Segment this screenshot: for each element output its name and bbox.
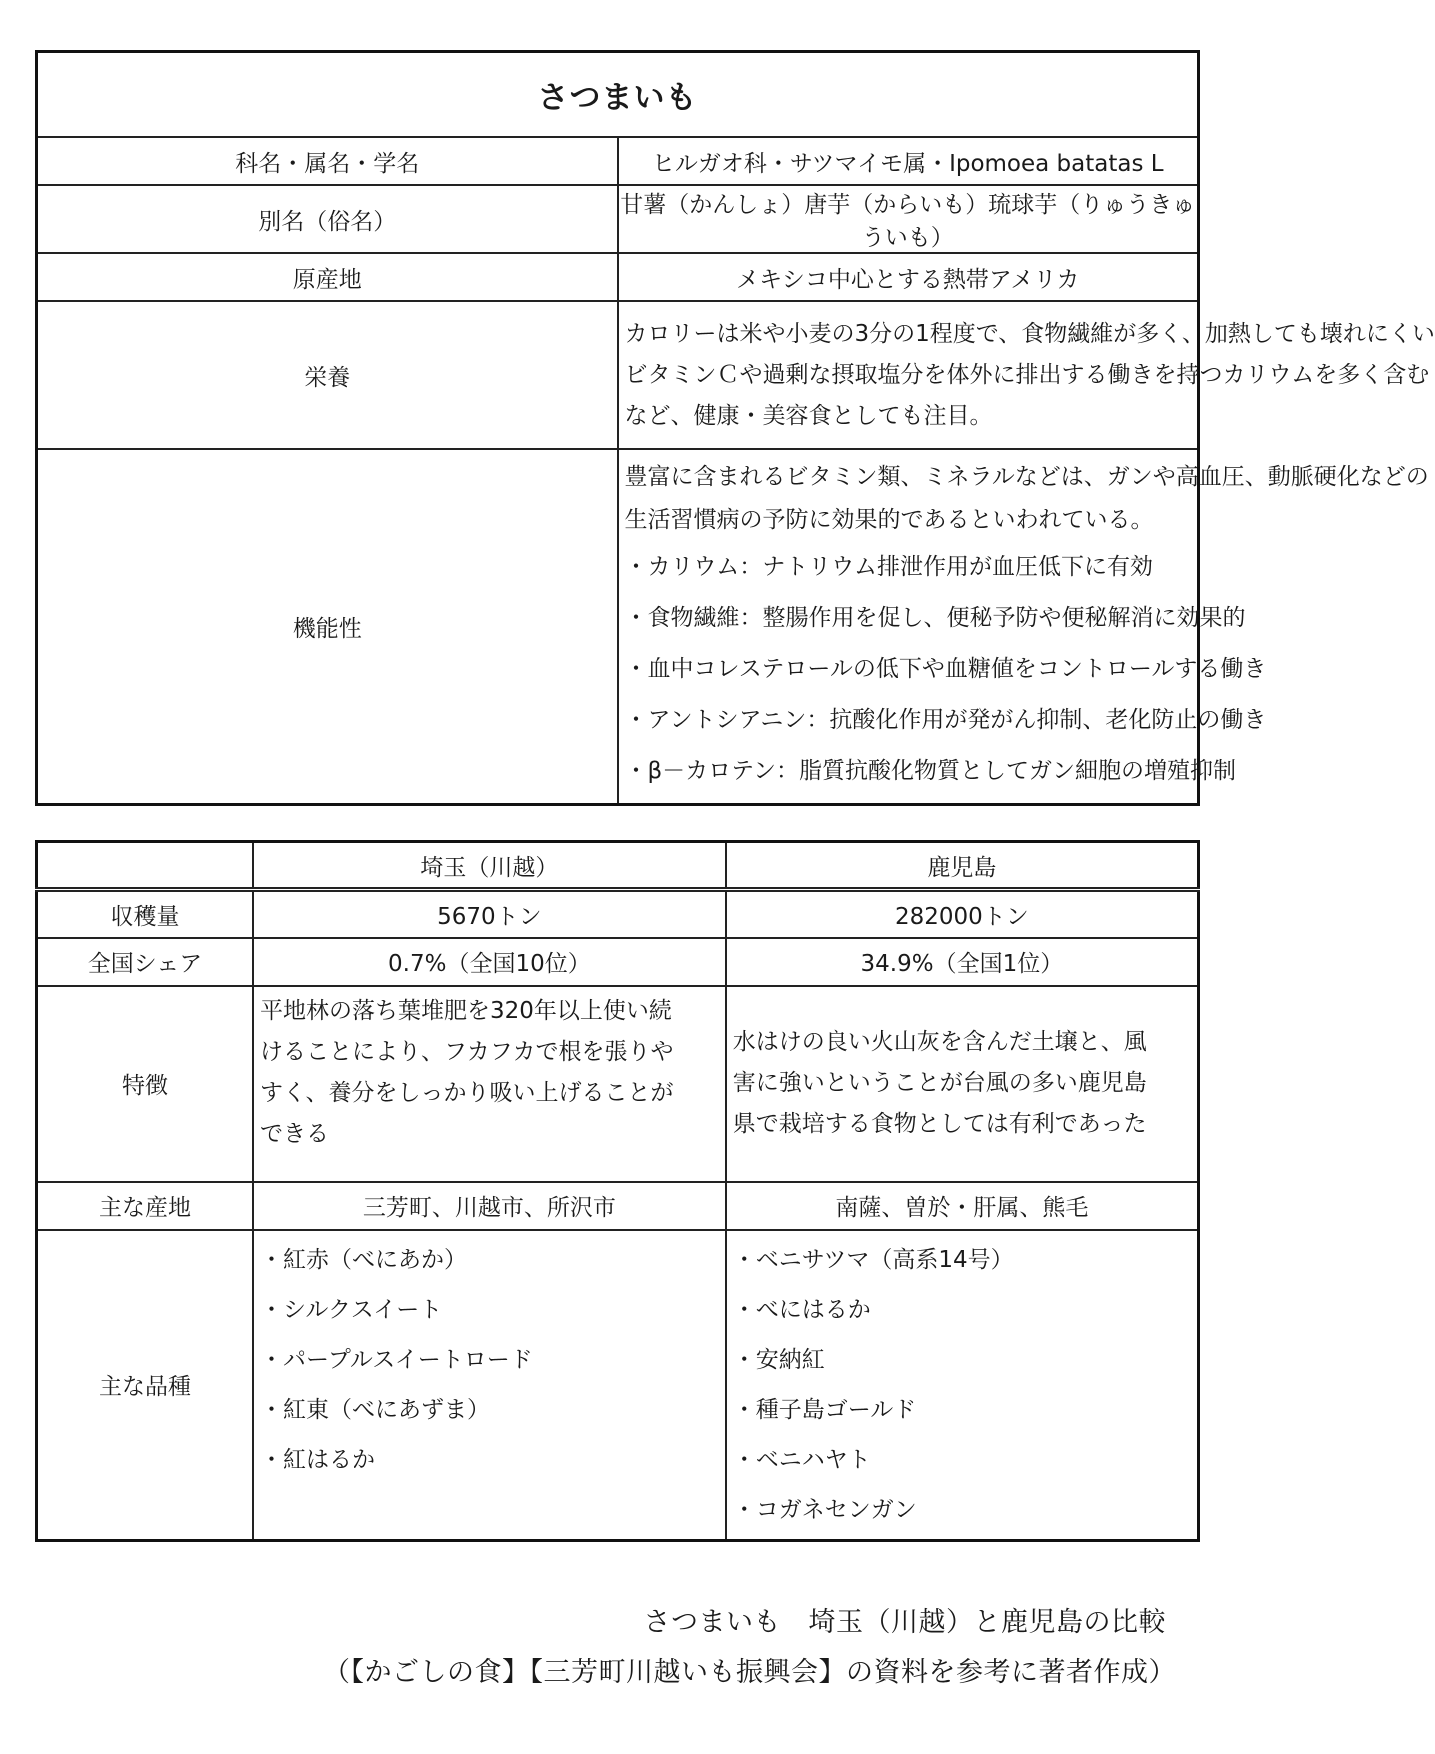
row-label-origin: 原産地 [37, 253, 618, 301]
table-row [37, 137, 1199, 185]
taxonomy-value: ヒルガオ科・サツマイモ属・Ipomoea batatas L [618, 137, 1199, 185]
variety-item: ・コガネセンガン [732, 1496, 917, 1523]
caption-source: （【かごしの食】【三芳町川越いも振興会】の資料を参考に著者作成） [323, 1657, 1176, 1688]
region-comparison-table [35, 840, 1200, 1542]
variety-item: ・安納紅 [732, 1346, 825, 1373]
table-row [37, 185, 1199, 253]
regions-kagoshima: 南薩、曽於・肝属、熊毛 [726, 1182, 1199, 1230]
variety-item: ・ベニハヤト [732, 1446, 871, 1473]
function-bullet: ・β－カロテン：脂質抗酸化物質としてガン細胞の増殖抑制 [624, 758, 1237, 784]
variety-item: ・紅赤（べにあか） [260, 1246, 467, 1273]
share-kagoshima: 34.9%（全国1位） [726, 938, 1199, 986]
table-row [37, 253, 1199, 301]
varieties-saitama [253, 1230, 726, 1541]
sweet-potato-profile-table [35, 50, 1435, 806]
function-bullet: ・カリウム：ナトリウム排泄作用が血圧低下に有効 [624, 554, 1154, 580]
header-saitama: 埼玉（川越） [253, 842, 726, 890]
row-label-features: 特徴 [37, 986, 254, 1182]
function-intro-line: 生活習慣病の予防に効果的であるといわれている。 [624, 507, 1154, 533]
variety-item: ・ベニサツマ（高系14号） [732, 1246, 1014, 1273]
aliases-value: 甘薯（かんしょ）唐芋（からいも）琉球芋（りゅうきゅういも） [618, 185, 1199, 253]
harvest-kagoshima: 282000トン [726, 890, 1199, 938]
varieties-kagoshima [726, 1230, 1199, 1541]
features-saitama [253, 986, 726, 1182]
features-line: 害に強いということが台風の多い鹿児島 [732, 1070, 1147, 1096]
features-line: すく、養分をしっかり吸い上げることが [260, 1079, 674, 1106]
function-bullet: ・食物繊維：整腸作用を促し、便秘予防や便秘解消に効果的 [624, 605, 1246, 631]
header-empty-cell [37, 842, 254, 890]
nutrition-line: など、健康・美容食としても注目。 [624, 402, 993, 429]
features-kagoshima [726, 986, 1199, 1182]
table-header-row [37, 842, 1199, 890]
table-title: さつまいも [37, 52, 1199, 138]
caption-title: さつまいも 埼玉（川越）と鹿児島の比較 [643, 1607, 1166, 1638]
function-intro-line: 豊富に含まれるビタミン類、ミネラルなどは、ガンや高血圧、動脈硬化などの [624, 464, 1429, 490]
features-line: けることにより、フカフカで根を張りや [260, 1038, 674, 1065]
row-label-share: 全国シェア [37, 938, 254, 986]
variety-item: ・パープルスイートロード [260, 1346, 533, 1373]
variety-item: ・べにはるか [732, 1296, 871, 1323]
table-row [37, 938, 1199, 986]
features-line: 平地林の落ち葉堆肥を320年以上使い続 [260, 997, 672, 1024]
row-label-harvest: 収穫量 [37, 890, 254, 938]
features-line: できる [260, 1120, 329, 1147]
row-label-taxonomy: 科名・属名・学名 [37, 137, 618, 185]
variety-item: ・紅東（べにあずま） [260, 1396, 490, 1423]
function-bullet: ・アントシアニン：抗酸化作用が発がん抑制、老化防止の働き [624, 707, 1267, 733]
row-label-regions: 主な産地 [37, 1182, 254, 1230]
row-label-nutrition: 栄養 [37, 301, 618, 449]
table-row [37, 449, 1199, 805]
row-label-aliases: 別名（俗名） [37, 185, 618, 253]
features-line: 水はけの良い火山灰を含んだ土壌と、風 [732, 1029, 1147, 1055]
nutrition-line: カロリーは米や小麦の3分の1程度で、食物繊維が多く、加熱しても壊れにくい [624, 320, 1435, 347]
origin-value: メキシコ中心とする熱帯アメリカ [618, 253, 1199, 301]
function-text [618, 449, 1429, 805]
table-row [37, 301, 1199, 449]
features-line: 県で栽培する食物としては有利であった [732, 1111, 1147, 1137]
row-label-function: 機能性 [37, 449, 618, 805]
variety-item: ・シルクスイート [260, 1296, 443, 1323]
nutrition-line: ビタミンＣや過剰な摂取塩分を体外に排出する働きを持つカリウムを多く含む [624, 361, 1430, 388]
nutrition-text [618, 301, 1435, 449]
regions-saitama: 三芳町、川越市、所沢市 [253, 1182, 726, 1230]
table-row [37, 1230, 1199, 1541]
function-bullet: ・血中コレステロールの低下や血糖値をコントロールする働き [624, 656, 1267, 682]
table-row [37, 986, 1199, 1182]
row-label-varieties: 主な品種 [37, 1230, 254, 1541]
table-row [37, 1182, 1199, 1230]
variety-item: ・種子島ゴールド [732, 1396, 917, 1423]
header-kagoshima: 鹿児島 [726, 842, 1199, 890]
harvest-saitama: 5670トン [253, 890, 726, 938]
share-saitama: 0.7%（全国10位） [253, 938, 726, 986]
table-row [37, 890, 1199, 938]
variety-item: ・紅はるか [260, 1446, 375, 1473]
